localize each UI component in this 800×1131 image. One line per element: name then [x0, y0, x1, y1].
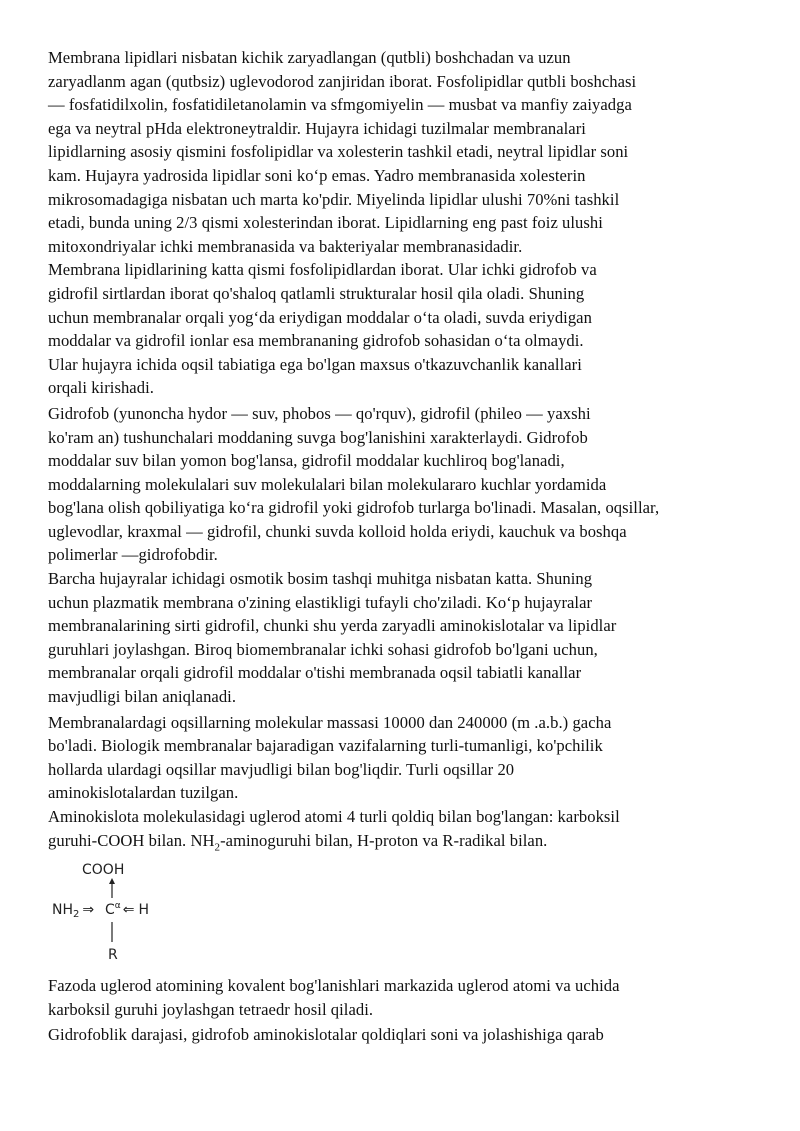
- paragraph-tetrahedron: [48, 974, 748, 1021]
- paragraph-hydrophobicity: [48, 1023, 748, 1047]
- text-line: membranalar orqali gidrofil moddalar o'tishi membranada oqsil tabiatli kanallar: [48, 663, 582, 683]
- text-line: Barcha hujayralar ichidagi osmotik bosim tashqi muhitga nisbatan katta. Shuning: [48, 569, 593, 589]
- text-line: mikrosomadagiga nisbatan uch marta ko'pdir. Miyelinda lipidlar ulushi 70%ni tashkil: [48, 189, 620, 209]
- text-line: moddalar va gidrofil ionlar esa membrananing gidrofob sohasidan o‘ta olmaydi.: [48, 331, 584, 351]
- text-line: mitoxondriyalar ichki membranasida va bakteriyalar membranasidadir.: [48, 236, 523, 256]
- paragraph-hydrophobic: [48, 402, 748, 567]
- text-line: moddalar suv bilan yomon bog'lansa, gidrofil moddalar kuchliroq bog'lanadi,: [48, 451, 565, 471]
- paragraph-phospholipids: [48, 258, 748, 352]
- text-line: polimerlar —gidrofobdir.: [48, 545, 218, 565]
- subscript: 2: [214, 840, 221, 853]
- text-line: Membrana lipidlarining katta qismi fosfolipidlardan iborat. Ular ichki gidrofob va: [48, 260, 597, 280]
- text-line: guruhlari joylashgan. Biroq biomembranalar ichki sohasi gidrofob bo'lgani uchun,: [48, 639, 598, 659]
- paragraph-amino-acid: [48, 805, 748, 852]
- text-line: uglevodlar, kraxmal — gidrofil, chunki suvda kolloid holda eriydi, kauchuk va boshqa: [48, 521, 627, 541]
- text-line: uchun plazmatik membrana o'zining elastikligi tufayli cho'ziladi. Ko‘p hujayralar: [48, 592, 593, 612]
- text-line: karboksil guruhi joylashgan tetraedr hosil qiladi.: [48, 999, 374, 1019]
- text-line: membranalarining sirti gidrofil, chunki shu yerda zaryadli aminokislotalar va lipidlar: [48, 616, 617, 636]
- text-line: ko'ram an) tushunchalari moddaning suvga bog'lanishini xarakterlaydi. Gidrofob: [48, 427, 588, 447]
- text-line: bo'ladi. Biologik membranalar bajaradigan vazifalarning turli-tumanligi, ko'pchilik: [48, 736, 603, 756]
- paragraph-membrane-lipids: [48, 46, 748, 258]
- text-fragment: guruhi-COOH bilan. NH: [48, 830, 215, 850]
- text-line: [48, 829, 748, 853]
- text-line: hollarda ulardagi oqsillar mavjudligi bilan bog'liqdir. Turli oqsillar 20: [48, 759, 515, 779]
- formula-center-carbon: $C^\alpha$ ⇐ H: [105, 901, 149, 919]
- formula-left-group: $NH_2$ ⇒: [52, 902, 95, 921]
- text-line: bog'lana olish qobiliyatiga ko‘ra gidrofil yoki gidrofob turlarga bo'linadi. Masalan, oqsillar,: [48, 498, 660, 518]
- text-line: moddalarning molekulalari suv molekulalari bilan molekulararo kuchlar yordamida: [48, 474, 607, 494]
- text-line: ega va neytral pHda elektroneytraldir. Hujayra ichidagi tuzilmalar membranalari: [48, 118, 586, 138]
- text-line: Fazoda uglerod atomining kovalent bog'lanishlari markazida uglerod atomi va uchida: [48, 976, 620, 996]
- formula-top-group: COOH: [82, 862, 125, 879]
- text-line: etadi, bunda uning 2/3 qismi xolesterindan iborat. Lipidlarning eng past foiz ulushi: [48, 213, 603, 233]
- text-fragment: -aminoguruhi bilan, H-proton va R-radikal bilan.: [220, 830, 548, 850]
- text-line: Membrana lipidlari nisbatan kichik zaryadlangan (qutbli) boshchadan va uzun: [48, 48, 571, 67]
- text-line: — fosfatidilxolin, fosfatidiletanolamin va sfmgomiyelin — musbat va manfiy zaiyadga: [48, 95, 632, 115]
- text-line: aminokislotalardan tuzilgan.: [48, 783, 239, 803]
- text-line: Aminokislota molekulasidagi uglerod atomi 4 turli qoldiq bilan bog'langan: karboksil: [48, 807, 620, 826]
- text-line: uchun membranalar orqali yog‘da eriydigan moddalar o‘ta oladi, suvda eriydigan: [48, 307, 592, 327]
- formula-drawing: [52, 858, 192, 970]
- amino-acid-structure-formula: [52, 858, 748, 970]
- text-line: mavjudligi bilan aniqlanadi.: [48, 687, 237, 707]
- text-line: gidrofil sirtlardan iborat qo'shaloq qatlamli strukturalar hosil qila oladi. Shuning: [48, 283, 585, 303]
- text-line: orqali kirishadi.: [48, 378, 154, 398]
- text-line: Gidrofob (yunoncha hydor — suv, phobos — qo'rquv), gidrofil (phileo — yaxshi: [48, 403, 591, 423]
- text-line: Ular hujayra ichida oqsil tabiatiga ega bo'lgan maxsus o'tkazuvchanlik kanallari: [48, 354, 582, 374]
- document-page: [48, 46, 748, 1047]
- text-line: Gidrofoblik darajasi, gidrofob aminokislotalar qoldiqlari soni va jolashishiga qarab: [48, 1025, 604, 1045]
- arrow-up-icon: [109, 878, 115, 884]
- paragraph-osmotic: [48, 567, 748, 709]
- text-line: zaryadlanm agan (qutbsiz) uglevodorod zanjiridan iborat. Fosfolipidlar qutbli boshchasi: [48, 71, 637, 91]
- paragraph-proteins: [48, 711, 748, 805]
- text-line: kam. Hujayra yadrosida lipidlar soni ko‘p emas. Yadro membranasida xolesterin: [48, 165, 586, 185]
- paragraph-channels: [48, 353, 748, 400]
- text-line: Membranalardagi oqsillarning molekular massasi 10000 dan 240000 (m .a.b.) gacha: [48, 712, 612, 732]
- formula-bottom-group: R: [108, 947, 118, 964]
- text-line: lipidlarning asosiy qismini fosfolipidlar va xolesterin tashkil etadi, neytral lipidlar soni: [48, 142, 629, 162]
